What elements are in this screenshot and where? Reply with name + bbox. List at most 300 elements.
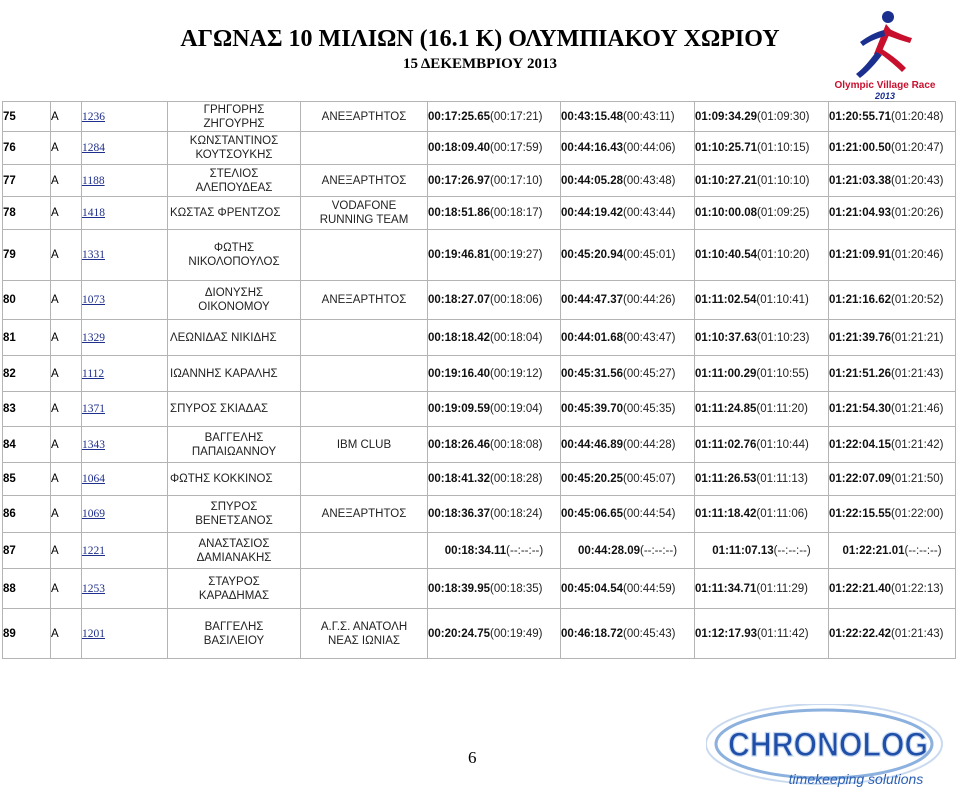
position-value: 79 [3,249,16,261]
position-value: 82 [3,367,16,380]
split-time-cell [829,102,956,132]
split-time-cell [695,281,829,320]
athlete-name-line: ΣΤΑΥΡΟΣ [208,575,260,588]
page-number: 6 [468,748,477,767]
split-time: 00:18:34.11 [444,544,507,557]
position-value: 83 [3,403,16,415]
bib-cell[interactable] [82,102,168,132]
category-cell [51,463,82,496]
bib-cell[interactable] [82,496,168,533]
results-table [2,101,956,659]
runner-figure-icon [856,11,912,78]
position-cell [3,392,51,427]
split-time: 00:45:20.94 [561,249,624,261]
athlete-name-cell [168,496,301,533]
position-cell [3,569,51,609]
split-time-cell [695,533,829,569]
bib-link[interactable]: 1069 [82,508,105,520]
split-time-cell [428,197,561,230]
athlete-name-line: ΛΕΩΝΙΔΑΣ ΝΙΚΙΔΗΣ [170,331,277,344]
athlete-name-cell [168,281,301,320]
category-value: Α [51,294,59,306]
split-time-cell [561,356,695,392]
split-time-cell [829,533,956,569]
logo-brand-text: CHRONOLOG [728,726,928,764]
split-time-cell [428,320,561,356]
athlete-name-line: ΚΟΥΤΣΟΥΚΗΣ [195,149,273,161]
split-time-cell [695,569,829,609]
athlete-name-line: ΒΕΝΕΤΣΑΝΟΣ [195,515,273,527]
split-time: 00:44:46.89 [561,438,624,451]
split-time: 00:45:20.25 [561,473,624,485]
position-value: 88 [3,582,16,595]
category-cell [51,356,82,392]
split-time: 00:18:27.07 [428,294,491,306]
split-time-cell [695,392,829,427]
split-net-time: (00:18:04) [490,331,543,344]
split-net-time: (01:20:52) [891,294,944,306]
split-time-cell [829,281,956,320]
split-net-time: (01:22:13) [891,582,944,595]
split-time: 00:20:24.75 [428,627,491,640]
club-name-line: VODAFONE [331,200,397,212]
split-time: 00:18:39.95 [428,582,491,595]
split-time-cell [561,230,695,281]
split-net-time: (00:17:10) [490,174,543,187]
result-row [3,165,956,197]
split-time: 00:44:01.68 [561,331,624,344]
split-net-time: (00:18:35) [490,582,543,595]
position-cell [3,197,51,230]
athlete-name-line: ΖΗΓΟΥΡΗΣ [203,117,265,130]
split-time: 00:19:46.81 [428,249,491,261]
position-cell [3,132,51,165]
split-time-cell [695,463,829,496]
split-time: 00:18:09.40 [428,142,491,154]
split-time: 00:45:31.56 [561,367,624,380]
split-time: 01:21:03.38 [829,174,892,187]
split-net-time: (00:44:26) [623,294,676,306]
split-time-cell [428,165,561,197]
page-subtitle: 15 ΔΕΚΕΜΒΡΙΟΥ 2013 [402,56,558,72]
club-cell [301,392,428,427]
bib-link[interactable]: 1112 [82,367,105,380]
bib-link[interactable]: 1329 [82,331,105,344]
split-time: 01:12:17.93 [695,627,758,640]
bib-cell[interactable] [82,132,168,165]
position-value: 89 [3,627,16,640]
club-cell [301,102,428,132]
split-net-time: (01:09:30) [757,110,810,123]
result-row [3,197,956,230]
split-time: 00:44:47.37 [561,294,624,306]
category-value: Α [51,508,59,520]
position-value: 86 [3,508,16,520]
split-time: 00:44:05.28 [561,174,624,187]
split-time-cell [695,132,829,165]
split-time: 01:21:00.50 [829,142,892,154]
result-row [3,320,956,356]
split-time-cell [829,356,956,392]
split-time: 00:18:36.37 [428,508,491,520]
bib-link[interactable]: 1371 [82,403,105,415]
category-cell [51,496,82,533]
split-time: 00:17:25.65 [428,110,491,123]
club-cell [301,569,428,609]
split-net-time: (00:44:54) [623,508,676,520]
chronolog-logo [706,704,956,792]
athlete-name-cell [168,609,301,659]
bib-cell[interactable] [82,569,168,609]
athlete-name-line: ΦΩΤΗΣ [213,242,255,254]
split-time: 00:45:39.70 [561,403,624,415]
club-cell [301,320,428,356]
club-name-line: IBM CLUB [336,438,392,451]
split-time: 01:21:54.30 [829,403,892,415]
split-time-cell [561,533,695,569]
logo-tagline-text: timekeeping solutions [788,771,924,787]
club-cell [301,281,428,320]
split-net-time: (00:45:35) [623,403,676,415]
split-time: 01:11:02.54 [695,294,757,306]
split-net-time: (00:17:21) [490,110,543,123]
split-time-cell [829,569,956,609]
category-cell [51,165,82,197]
result-row [3,427,956,463]
position-value: 84 [3,438,16,451]
athlete-name-line: ΚΑΡΑΔΗΜΑΣ [198,589,270,602]
split-time: 01:10:27.21 [695,174,758,187]
club-name-line: ΝΕΑΣ ΙΩΝΙΑΣ [327,634,401,647]
club-name-line: ΑΝΕΞΑΡΤΗΤΟΣ [321,110,407,123]
split-net-time: (--:--:--) [904,544,942,557]
split-time-cell [561,569,695,609]
category-value: Α [51,249,59,261]
result-row [3,609,956,659]
split-time: 01:22:04.15 [829,438,892,451]
club-name-line: ΑΝΕΞΑΡΤΗΤΟΣ [321,174,407,187]
split-time: 01:21:09.91 [829,249,892,261]
split-net-time: (01:20:43) [891,174,944,187]
split-time-cell [695,197,829,230]
category-value: Α [51,473,59,485]
split-net-time: (01:20:47) [891,142,944,154]
split-net-time: (01:10:41) [756,294,809,306]
split-net-time: (00:44:06) [623,142,676,154]
split-time: 01:10:40.54 [695,249,758,261]
bib-link[interactable]: 1284 [82,142,105,154]
club-name-line: ΑΝΕΞΑΡΤΗΤΟΣ [321,508,407,520]
split-time-cell [695,165,829,197]
position-cell [3,356,51,392]
athlete-name-cell [168,230,301,281]
split-net-time: (00:18:17) [490,207,543,219]
category-cell [51,609,82,659]
split-net-time: (00:19:49) [490,627,543,640]
split-time-cell [561,102,695,132]
result-row [3,463,956,496]
split-time: 01:22:15.55 [829,508,892,520]
position-cell [3,533,51,569]
split-time-cell [428,230,561,281]
split-net-time: (--:--:--) [640,544,678,557]
split-time-cell [695,356,829,392]
result-row [3,496,956,533]
split-time-cell [561,427,695,463]
split-net-time: (00:18:06) [490,294,543,306]
athlete-name-cell [168,197,301,230]
split-net-time: (--:--:--) [773,544,811,557]
position-cell [3,230,51,281]
split-time-cell [829,496,956,533]
athlete-name-line: ΣΤΕΛΙΟΣ [209,167,259,180]
split-time-cell [428,392,561,427]
split-net-time: (01:21:46) [891,403,944,415]
athlete-name-cell [168,356,301,392]
bib-link[interactable]: 1236 [82,110,105,123]
result-row [3,230,956,281]
bib-link[interactable]: 1201 [82,627,105,640]
split-time-cell [695,609,829,659]
split-net-time: (--:--:--) [506,544,544,557]
split-net-time: (00:19:04) [490,403,543,415]
split-time-cell [428,496,561,533]
split-time: 01:11:26.53 [695,473,757,485]
split-time-cell [829,320,956,356]
category-value: Α [51,582,59,595]
category-value: Α [51,403,59,415]
split-net-time: (01:09:25) [757,207,810,219]
athlete-name-line: ΒΑΓΓΕΛΗΣ [204,431,264,444]
split-net-time: (01:21:50) [891,473,944,485]
split-time-cell [829,427,956,463]
bib-link[interactable]: 1064 [82,473,105,485]
split-time: 01:11:24.85 [695,403,757,415]
result-row [3,281,956,320]
athlete-name-cell [168,392,301,427]
split-time-cell [428,427,561,463]
position-value: 85 [3,473,16,485]
split-net-time: (00:18:24) [490,508,543,520]
category-cell [51,102,82,132]
logo-text-line1: Olympic Village Race [834,80,936,91]
bib-link[interactable]: 1253 [82,582,105,595]
category-value: Α [51,207,59,219]
split-net-time: (01:11:06) [756,508,808,520]
athlete-name-line: ΔΑΜΙΑΝΑΚΗΣ [196,551,272,564]
split-time: 00:46:18.72 [561,627,624,640]
split-time: 00:45:04.54 [561,582,624,595]
athlete-name-line: ΙΩΑΝΝΗΣ ΚΑΡΑΛΗΣ [170,367,278,380]
split-net-time: (01:10:20) [757,249,810,261]
split-time-cell [695,102,829,132]
athlete-name-line: ΝΙΚΟΛΟΠΟΥΛΟΣ [188,256,280,268]
split-time-cell [428,569,561,609]
result-row [3,392,956,427]
athlete-name-line: ΚΩΣΤΑΣ ΦΡΕΝΤΖΟΣ [170,207,281,219]
bib-cell[interactable] [82,356,168,392]
position-value: 76 [3,142,16,154]
position-cell [3,427,51,463]
split-time: 00:43:15.48 [561,110,624,123]
split-net-time: (01:21:21) [891,331,944,344]
split-time-cell [428,102,561,132]
bib-cell[interactable] [82,281,168,320]
position-cell [3,102,51,132]
athlete-name-cell [168,463,301,496]
athlete-name-line: ΑΛΕΠΟΥΔΕΑΣ [195,181,273,194]
category-cell [51,281,82,320]
bib-link[interactable]: 1343 [82,438,105,451]
position-value: 80 [3,294,16,306]
split-net-time: (00:19:27) [490,249,543,261]
split-time: 01:10:00.08 [695,207,758,219]
split-time: 01:22:21.40 [829,582,892,595]
athlete-name-line: ΔΙΟΝΥΣΗΣ [204,287,264,299]
split-time-cell [561,197,695,230]
category-value: Α [51,110,59,123]
split-time-cell [561,496,695,533]
category-value: Α [51,367,59,380]
club-name-line: Α.Γ.Σ. ΑΝΑΤΟΛΗ [320,620,408,633]
category-cell [51,569,82,609]
position-cell [3,496,51,533]
split-time-cell [561,463,695,496]
split-time-cell [829,230,956,281]
split-net-time: (00:43:47) [623,331,676,344]
athlete-name-line: ΒΑΓΓΕΛΗΣ [204,620,264,633]
split-time: 00:19:09.59 [428,403,491,415]
athlete-name-line: ΓΡΗΓΟΡΗΣ [203,103,265,116]
athlete-name-line: ΣΠΥΡΟΣ [210,501,258,513]
athlete-name-cell [168,165,301,197]
bib-cell[interactable] [82,197,168,230]
split-time: 01:11:02.76 [695,438,757,451]
split-net-time: (01:10:55) [756,367,809,380]
position-value: 78 [3,207,16,219]
bib-cell[interactable] [82,533,168,569]
split-time: 00:18:51.86 [428,207,491,219]
category-cell [51,392,82,427]
bib-cell[interactable] [82,463,168,496]
split-time-cell [561,609,695,659]
split-time: 01:10:25.71 [695,142,758,154]
split-time: 01:11:34.71 [695,582,757,595]
split-time-cell [428,463,561,496]
bib-cell[interactable] [82,320,168,356]
split-net-time: (00:19:12) [490,367,543,380]
club-name-line: ΑΝΕΞΑΡΤΗΤΟΣ [321,294,407,306]
split-net-time: (01:11:29) [756,582,808,595]
split-net-time: (01:22:00) [891,508,944,520]
bib-cell[interactable] [82,165,168,197]
split-net-time: (00:45:27) [623,367,676,380]
club-cell [301,197,428,230]
split-net-time: (01:11:20) [756,403,808,415]
split-time: 00:44:16.43 [561,142,624,154]
club-name-line: RUNNING TEAM [319,214,409,226]
split-net-time: (01:10:23) [757,331,810,344]
bib-link[interactable]: 1331 [82,249,105,261]
result-row [3,533,956,569]
split-net-time: (01:21:43) [891,627,944,640]
split-time-cell [561,392,695,427]
bib-link[interactable]: 1418 [82,207,105,219]
bib-cell[interactable] [82,392,168,427]
split-time: 00:18:41.32 [428,473,491,485]
category-cell [51,427,82,463]
position-value: 87 [3,544,16,557]
athlete-name-cell [168,427,301,463]
split-time-cell [428,281,561,320]
split-time-cell [829,165,956,197]
bib-cell[interactable] [82,427,168,463]
split-net-time: (00:43:48) [623,174,676,187]
category-value: Α [51,142,59,154]
category-cell [51,320,82,356]
split-time-cell [428,132,561,165]
split-net-time: (00:17:59) [490,142,543,154]
split-net-time: (01:21:42) [891,438,944,451]
split-time-cell [829,392,956,427]
bib-link[interactable]: 1073 [82,294,105,306]
split-time: 00:44:19.42 [561,207,624,219]
bib-link[interactable]: 1221 [82,544,105,557]
split-net-time: (00:44:59) [623,582,676,595]
result-row [3,569,956,609]
split-time: 01:22:21.01 [842,544,905,557]
split-net-time: (01:11:13) [756,473,808,485]
bib-cell[interactable] [82,230,168,281]
bib-cell[interactable] [82,609,168,659]
athlete-name-line: ΑΝΑΣΤΑΣΙΟΣ [198,537,270,550]
category-value: Α [51,438,59,451]
split-time-cell [561,165,695,197]
split-net-time: (00:45:01) [623,249,676,261]
split-time: 01:21:51.26 [829,367,892,380]
position-value: 75 [3,110,16,123]
position-value: 77 [3,174,16,187]
split-time: 00:17:26.97 [428,174,491,187]
athlete-name-line: ΦΩΤΗΣ ΚΟΚΚΙΝΟΣ [170,473,273,485]
category-value: Α [51,544,59,557]
split-time-cell [561,320,695,356]
club-cell [301,463,428,496]
split-time: 00:44:28.09 [577,544,640,557]
position-cell [3,281,51,320]
split-time: 01:21:04.93 [829,207,892,219]
split-time: 01:10:37.63 [695,331,758,344]
split-time: 00:18:26.46 [428,438,491,451]
position-value: 81 [3,331,16,344]
split-net-time: (01:20:48) [891,110,944,123]
split-time: 01:21:39.76 [829,331,892,344]
split-time-cell [561,281,695,320]
split-time-cell [829,609,956,659]
split-time: 01:22:22.42 [829,627,892,640]
category-cell [51,533,82,569]
category-value: Α [51,174,59,187]
club-cell [301,427,428,463]
athlete-name-line: ΠΑΠΑΙΩΑΝΝΟΥ [191,445,277,458]
split-time-cell [829,463,956,496]
split-time-cell [695,496,829,533]
position-cell [3,320,51,356]
bib-link[interactable]: 1188 [82,174,105,187]
split-net-time: (01:10:10) [757,174,810,187]
split-time-cell [428,533,561,569]
club-cell [301,132,428,165]
